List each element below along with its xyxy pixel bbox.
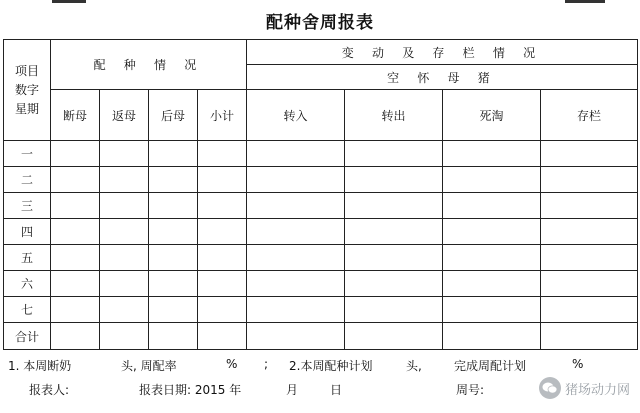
- table-cell: [100, 245, 149, 271]
- table-cell: [443, 245, 541, 271]
- table-cell: [345, 219, 443, 245]
- row-label: 七: [4, 297, 51, 323]
- table-cell: [541, 271, 638, 297]
- table-cell: [345, 141, 443, 167]
- table-cell: [51, 297, 100, 323]
- table-cell: [51, 219, 100, 245]
- table-cell: [247, 297, 345, 323]
- row-label: 四: [4, 219, 51, 245]
- row-label: 三: [4, 193, 51, 219]
- col-header-returned-sow: 返母: [100, 90, 149, 141]
- table-cell: [51, 141, 100, 167]
- table-row: [4, 219, 638, 245]
- table-cell: [100, 193, 149, 219]
- table-cell: [443, 271, 541, 297]
- table-cell: [149, 245, 198, 271]
- table-cell: [198, 167, 247, 193]
- table-cell: [345, 297, 443, 323]
- table-cell: [541, 297, 638, 323]
- table-cell: [443, 323, 541, 350]
- row-label: 五: [4, 245, 51, 271]
- table-row: [4, 167, 638, 193]
- table-cell: [51, 193, 100, 219]
- table-row-total: [4, 323, 638, 350]
- note-separator: ;: [264, 357, 269, 371]
- table-row: [4, 193, 638, 219]
- table-cell: [443, 193, 541, 219]
- table-cell: [149, 219, 198, 245]
- breeding-group-header: 配 种 情 况: [51, 40, 247, 90]
- table-cell: [541, 141, 638, 167]
- table-cell: [247, 271, 345, 297]
- table-cell: [149, 193, 198, 219]
- table-cell: [345, 271, 443, 297]
- corner-label-item: 项目: [14, 63, 39, 78]
- col-header-transfer-out: 转出: [345, 90, 443, 141]
- table-cell: [541, 219, 638, 245]
- note-plan-label: 2.本周配种计划: [289, 359, 373, 373]
- table-cell: [100, 271, 149, 297]
- table-cell: [541, 323, 638, 350]
- report-date-label: 报表日期: 2015 年: [139, 383, 242, 397]
- top-edge-mark-left: [52, 0, 86, 3]
- note-weaned-label: 1. 本周断奶: [8, 359, 72, 373]
- table-cell: [345, 245, 443, 271]
- corner-label-weekday: 星期: [14, 101, 39, 116]
- col-header-weaned-sow: 断母: [51, 90, 100, 141]
- row-label: 二: [4, 167, 51, 193]
- note-complete-label: 完成周配计划: [454, 359, 527, 373]
- col-header-transfer-in: 转入: [247, 90, 345, 141]
- table-cell: [345, 167, 443, 193]
- reporter-label: 报表人:: [29, 383, 70, 397]
- table-cell: [443, 167, 541, 193]
- col-header-inventory: 存栏: [541, 90, 638, 141]
- col-header-gilt: 后母: [149, 90, 198, 141]
- table-cell: [247, 323, 345, 350]
- table-cell: [51, 271, 100, 297]
- table-cell: [100, 297, 149, 323]
- wechat-icon: [539, 377, 561, 399]
- table-cell: [198, 193, 247, 219]
- table-cell: [345, 193, 443, 219]
- col-header-death-cull: 死淘: [443, 90, 541, 141]
- report-month-label: 月: [286, 383, 299, 397]
- table-cell: [51, 245, 100, 271]
- corner-label-number: 数字: [14, 82, 39, 97]
- table-cell: [149, 141, 198, 167]
- table-cell: [198, 219, 247, 245]
- table-cell: [247, 167, 345, 193]
- week-number-label: 周号:: [456, 383, 485, 397]
- table-cell: [100, 167, 149, 193]
- table-cell: [247, 219, 345, 245]
- table-cell: [198, 245, 247, 271]
- table-cell: [247, 193, 345, 219]
- table-cell: [541, 245, 638, 271]
- note-head-unit: 头,: [406, 359, 422, 373]
- table-cell: [198, 271, 247, 297]
- table-cell: [198, 297, 247, 323]
- table-row: [4, 141, 638, 167]
- table-cell: [443, 141, 541, 167]
- watermark: [539, 377, 630, 399]
- table-cell: [443, 297, 541, 323]
- report-title: 配种舍周报表: [266, 13, 374, 33]
- table-cell: [149, 297, 198, 323]
- empty-sow-subheader: 空 怀 母 猪: [247, 65, 638, 90]
- change-group-header: 变 动 及 存 栏 情 况: [247, 40, 638, 65]
- table-cell: [149, 167, 198, 193]
- table-cell: [247, 141, 345, 167]
- row-label: 六: [4, 271, 51, 297]
- col-header-subtotal: 小计: [198, 90, 247, 141]
- table-cell: [541, 167, 638, 193]
- report-day-label: 日: [330, 383, 343, 397]
- table-cell: [443, 219, 541, 245]
- table-cell: [198, 141, 247, 167]
- table-cell: [100, 323, 149, 350]
- table-cell: [541, 193, 638, 219]
- row-label-total: 合计: [4, 323, 51, 350]
- note-percent-1: %: [226, 357, 238, 371]
- table-cell: [198, 323, 247, 350]
- note-percent-2: %: [572, 357, 584, 371]
- table-cell: [100, 219, 149, 245]
- table-cell: [149, 271, 198, 297]
- weekly-report-table: [3, 39, 638, 350]
- table-cell: [100, 141, 149, 167]
- table-cell: [345, 323, 443, 350]
- table-cell: [51, 167, 100, 193]
- table-cell: [149, 323, 198, 350]
- table-row: [4, 297, 638, 323]
- top-edge-mark-right: [565, 0, 605, 3]
- table-cell: [247, 245, 345, 271]
- table-cell: [51, 323, 100, 350]
- corner-header: [4, 40, 51, 141]
- watermark-text: 猪场动力网: [564, 382, 630, 398]
- note-rate-label: 头, 周配率: [121, 359, 177, 373]
- table-row: [4, 271, 638, 297]
- row-label: 一: [4, 141, 51, 167]
- table-row: [4, 245, 638, 271]
